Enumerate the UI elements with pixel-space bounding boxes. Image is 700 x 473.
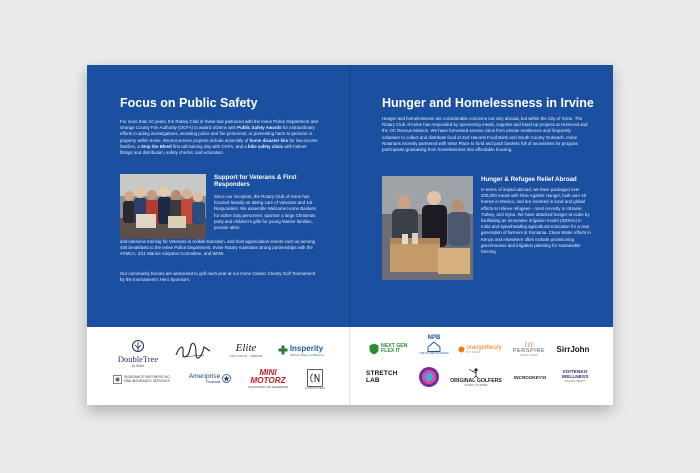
intro-text: with helmet fittings and distribution, safety checks, and education. bbox=[120, 143, 307, 156]
ameriprise-name: Ameriprise bbox=[188, 372, 221, 380]
intro-text: for extraordinary efforts in aiding investigations, assisting police and fire personnel, or preventing harm to persons or property within Irvine. Recent service projects include assembly of bbox=[120, 125, 315, 143]
sponsor-elite-logo bbox=[224, 337, 268, 363]
orangetheory-splat-icon bbox=[458, 346, 465, 353]
perspire-name: PERSPIRE bbox=[512, 348, 546, 354]
cn-sub: CLUB NOUVEAU bbox=[304, 386, 326, 390]
incrookeysi-name: INCROOKEYSI bbox=[513, 374, 547, 380]
sponsor-insperity-logo bbox=[271, 339, 331, 361]
insperity-text-block bbox=[290, 344, 324, 357]
original-golfers-sub: SOCIETY OF IRVINE bbox=[464, 383, 488, 387]
insurance-shield-icon bbox=[113, 375, 122, 384]
insurance-text-block bbox=[124, 375, 171, 383]
stretch-lab-name: STRETCH LAB bbox=[366, 370, 398, 384]
brochure-spread bbox=[87, 65, 613, 405]
hunger-intro: Hunger and homelessness are considerable concerns not only abroad, but within the City of Irvine. The Rotary Club of Irvine has responded by sponsoring meals, supplies and hand-up projects at HomeAid and the OC Rescue Mission. We have harvested excess citrus from private residences and frequently volunteer to collect and distribute food at 2nd Harvest Food Bank and South County Outreach. Irvine Rotarians recently partnered with Wise Place to fund and pack baskets full of necessities for program participants graduating from homelessness into affordable housing. bbox=[382, 116, 588, 153]
sponsor-original-golfers-logo bbox=[448, 363, 504, 391]
ameriprise-sub: Financial bbox=[205, 379, 221, 384]
veterans-photo bbox=[120, 174, 206, 239]
ameriprise-star-icon bbox=[222, 374, 231, 383]
public-safety-title: Focus on Public Safety bbox=[120, 96, 258, 110]
insperity-name: Insperity bbox=[289, 343, 324, 353]
sponsor-the-lab-logo bbox=[416, 364, 442, 390]
intro-text: For more than 10 years, the Rotary Club of Irvine has partnered with the Irvine Police Department and Orange County Fire Authority (OCFA) to award citizens with bbox=[120, 119, 318, 131]
golfer-icon bbox=[468, 368, 484, 378]
orangetheory-sub: FITNESS bbox=[466, 350, 481, 354]
sponsor-ameriprise-logo bbox=[183, 368, 237, 388]
intro-bold: Public Safety Awards bbox=[237, 125, 282, 131]
sponsor-npb-logo bbox=[416, 331, 452, 359]
voitenko-sub: HOLISTIC HEALTH bbox=[564, 379, 586, 383]
perspire-steam-icon bbox=[524, 341, 534, 348]
intro-bold: Stop the Bleed bbox=[140, 143, 172, 149]
sponsor-voitenko-logo bbox=[552, 363, 598, 389]
public-safety-intro bbox=[120, 119, 318, 156]
right-page bbox=[350, 65, 613, 405]
sponsor-cn-logo bbox=[297, 365, 333, 393]
mini-motorz-name: MINI MOTORZ bbox=[250, 368, 286, 385]
veterans-heading: Support for Veterans & First Responders bbox=[214, 174, 297, 189]
veterans-text-continued: and interview training for Veterans in civilian-transition, and host appreciation events such as serving 400 breakfasts to the Irvine Police Department. Irvine Rotary maintains strong partnerships with the AYMCA, 2/11 Marine Adoption Committee, and WAW. bbox=[120, 239, 316, 257]
intro-text: for low income families, a bbox=[120, 137, 318, 149]
npb-house-icon bbox=[427, 341, 441, 352]
sponsor-orangetheory-logo bbox=[456, 341, 504, 357]
npb-name: NPB bbox=[427, 335, 441, 341]
sponsor-next-gen-flex-it-logo bbox=[368, 339, 412, 359]
elite-sub: COLLISION · REPAIR bbox=[229, 354, 263, 358]
flex-it-shield-icon bbox=[369, 343, 379, 355]
refugee-text: In terms of impact abroad, we have packaged over 200,000 meals with Rise Against Hunger, built over 40 homes in Mexico, and are involved in local and global efforts to relieve refugees - most recently in Ukraine, Turkey, and Syria. We have attacked hunger at scale by facilitating an innovative irrigation model (IDOHA) in India and spearheading agricultural education for a new generation of farmers in Romania. Clean Water efforts in Kenya and elsewhere often include provisioning greenhouses and irrigation planning for sustainable farming. bbox=[481, 187, 591, 255]
doubletree-name: DoubleTree bbox=[117, 354, 159, 364]
insperity-sub: HR that Makes a Difference bbox=[289, 352, 325, 357]
veterans-text: Since our inception, the Rotary Club of Irvine has focused heavily on taking care of Veterans and 1st Responders. We assemble Welcome Home Baskets for active duty personnel, sponsor a large Christmas party and children's gifts for young Marine families, provide attire bbox=[214, 194, 316, 231]
insperity-cross-icon bbox=[278, 345, 288, 355]
sponsor-stretch-lab-logo bbox=[366, 368, 412, 386]
signature-icon bbox=[174, 341, 212, 361]
closing-text: Our community heroes are welcomed to golf each year at our Irvine Classic Charity Golf Tournament by the tournament's Hero Sponsors. bbox=[120, 271, 316, 283]
refugee-relief-photo bbox=[382, 176, 473, 280]
doubletree-emblem-icon bbox=[129, 340, 147, 354]
sponsor-perspire-logo bbox=[510, 337, 548, 361]
food-packing-image bbox=[382, 176, 473, 280]
insurance-name: INSURANCE PARTNERS INC. bbox=[124, 375, 171, 379]
original-golfers-name: ORIGINAL GOLFERS bbox=[450, 377, 502, 384]
sponsor-doubletree-logo bbox=[109, 337, 167, 371]
insurance-sub: DBA INSURANCE SERVICES bbox=[124, 379, 170, 383]
hunger-title: Hunger and Homelessness in Irvine bbox=[382, 96, 594, 110]
sponsor-signature-logo bbox=[173, 339, 213, 363]
orangetheory-name: orangetheory bbox=[466, 344, 502, 351]
flex-it-name: NEXT GEN FLEX IT bbox=[381, 342, 408, 354]
elite-name: Elite bbox=[235, 342, 257, 354]
perspire-sub: SAUNA STUDIO bbox=[520, 354, 538, 357]
npb-sub: THE FUTURE OF DESIGN bbox=[419, 352, 449, 355]
mini-motorz-sub: THE MOTORZ CAR DEALERSHIP bbox=[247, 386, 289, 389]
intro-text: first aid training day with OCFA, and a bbox=[171, 143, 248, 149]
the-lab-circle-icon bbox=[418, 366, 440, 388]
intro-bold: home disaster kits bbox=[249, 137, 289, 143]
sponsor-mini-motorz-logo bbox=[239, 366, 297, 392]
left-page bbox=[87, 65, 350, 405]
sponsor-insurance-partners-logo bbox=[109, 371, 175, 387]
sponsor-sirrjohn-logo bbox=[550, 341, 596, 357]
orangetheory-text-block bbox=[466, 345, 501, 354]
voitenko-name: VOITENKO WELLNESS bbox=[561, 369, 589, 380]
intro-bold: bike safety clinic bbox=[247, 143, 284, 149]
cn-monogram-icon bbox=[307, 369, 323, 387]
sirrjohn-name: SirrJohn bbox=[556, 344, 590, 354]
refugee-heading: Hunger & Refugee Relief Abroad bbox=[481, 176, 577, 183]
ameriprise-text-block bbox=[189, 373, 221, 384]
doubletree-sub: by Hilton bbox=[131, 364, 145, 368]
spread-gutter bbox=[349, 65, 351, 405]
sponsor-incrookeysi-logo bbox=[510, 368, 550, 386]
volunteers-group-image bbox=[120, 174, 206, 239]
